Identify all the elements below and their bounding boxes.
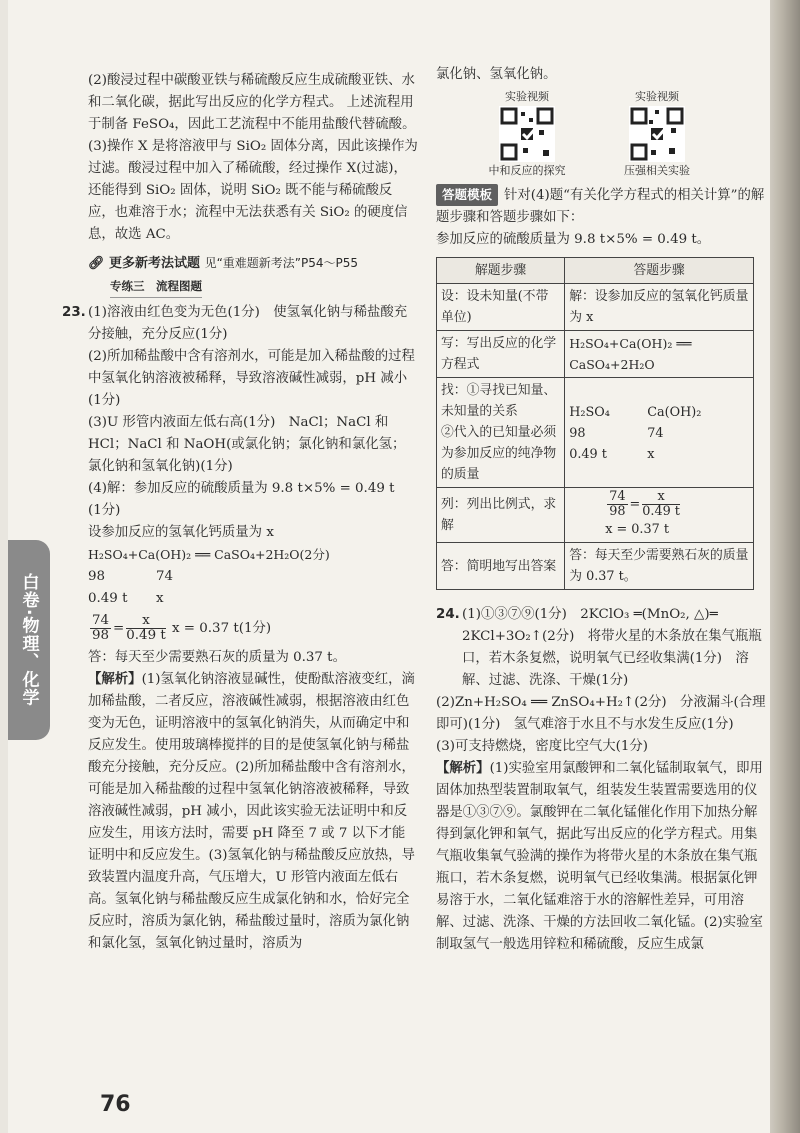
row5-left: 答：简明地写出答案: [437, 543, 565, 590]
q24-answer-1: [436, 604, 766, 692]
analysis-text: (1)实验室用氯酸钾和二氧化锰制取氧气，即用固体加热型装置制取氧气，组装发生装置需要选用的仪器是①③⑦⑨。氯酸钾在二氧化锰催化作用下加热分解得到氯化钾和氧气，据此写出反应的化学方程式。用集气瓶收集氧气验满的操作为将带火星的木条放在集气瓶瓶口，若木条复燃，说明氧气已经收集满。根据氯化钾易溶于水，二氧化锰难溶于水的溶解性差异，可用溶解、过滤、洗涤、干燥的方法回收二氧化锰。(2)实验室制取氢气一般选用锌粒和稀硫酸，反应生成氯: [436, 761, 763, 952]
row1-right: 解：设参加反应的氢氧化钙质量为 x: [565, 284, 754, 331]
q23-number: 23.: [62, 305, 86, 320]
more-questions: [88, 252, 418, 275]
side-tab: 白卷·物理、化学: [8, 540, 50, 740]
analysis-text: (1)氢氧化钠溶液显碱性，使酚酞溶液变红，滴加稀盐酸，二者反应，溶液碱性减弱，根据溶液由红色变为无色，证明溶液中的氢氧化钠消失，从而确定中和反应发生。使用玻璃棒搅拌的目的是使氢氧化钠与稀盐酸充分接触，充分反应。(2)所加稀盐酸中含有溶剂水，可能是加入稀盐酸的过程中氢氧化钠溶液被稀释，导致溶液碱性减弱，pH 减小，因此该实验无法证明中和反应发生，用该方法时，需要 pH 降至 7 或 7 以下才能证明中和反应发生。(3)氢氧化钠与稀盐酸反应放热，导致装置内温度升高，气压增大，U 形管内液面左低右高。氢氧化钠与稀盐酸反应生成氯化钠和水，恰好完全反应时，溶质为氯化钠，稀盐酸过量时，溶质为氯化钠和氯化氢，氢氧化钠过量时，溶质为: [88, 672, 415, 951]
q24-analysis: [436, 758, 766, 956]
para-solution-22: (2)酸浸过程中碳酸亚铁与稀硫酸反应生成硫酸亚铁、水和二氧化碳，据此写出反应的化学方程式。 上述流程用于制备 FeSO₄，因此工艺流程中不能用盐酸代替硫酸。(3)操作 X 是将溶液甲与 SiO₂ 固体分离，因此该操作为过滤。酸浸过程中加入了稀硫酸，经过操作 X(过滤)，还能得到 SiO₂ 固体，说明 SiO₂ 既不能与稀硫酸反应，也难溶于水；流程中无法获悉有关 SiO₂ 的硬度信息，故选 AC。: [88, 73, 418, 242]
qr-code-icon: [499, 106, 555, 162]
textbook-page: [8, 0, 770, 1133]
q23-answer-4b: (1分): [88, 503, 121, 518]
q23-analysis: [88, 669, 418, 955]
template-tag: 答题模板: [436, 184, 498, 206]
row1-left: 设：设未知量(不带单位): [437, 284, 565, 331]
row2-left: 写：写出反应的化学方程式: [437, 331, 565, 378]
q24-answer-2: (2)Zn+H₂SO₄ ══ ZnSO₄+H₂↑(2分) 分液漏斗(合理即可)(1分) 氢气难溶于水且不与水发生反应(1分): [436, 695, 766, 732]
row5-right: 答：每天至少需要熟石灰的质量为 0.37 t。: [565, 543, 754, 590]
fraction-left: $\frac{74}{98}$: [92, 613, 110, 643]
qr1-caption: 中和反应的探究: [488, 164, 566, 177]
qr-video-1[interactable]: [482, 90, 572, 178]
q24-number: 24.: [436, 607, 460, 622]
qr-code-icon: [629, 106, 685, 162]
right-column: [436, 64, 766, 956]
link-icon: 🔗︎: [88, 256, 105, 271]
r3-c4: 74: [647, 426, 664, 441]
q23-m1: 98: [88, 569, 106, 584]
table-row: [437, 284, 754, 331]
page-edge: [770, 0, 800, 1133]
table-row: [437, 331, 754, 378]
q23-m3: 0.49 t: [88, 591, 128, 606]
right-top-line: 氯化钠、氢氧化钠。: [436, 67, 557, 82]
r3-c2: Ca(OH)₂: [647, 405, 702, 420]
analysis-tag: 【解析】: [88, 672, 142, 687]
q23-answer-4a: (4)解：参加反应的硫酸质量为 9.8 t×5% = 0.49 t: [88, 481, 395, 496]
r3-c3: 98: [569, 426, 586, 441]
q24-answer-3: (3)可支持燃烧，密度比空气大(1分): [436, 739, 649, 754]
table-fraction-left: $\frac{74}{98}$: [609, 489, 626, 519]
row4-result: x = 0.37 t: [605, 522, 669, 537]
row3-left: 找：①寻找已知量、未知量的关系 ②代入的已知量必须为参加反应的纯净物的质量: [437, 378, 565, 488]
table-fraction-right: $\frac{x}{0.49 t}$: [642, 489, 680, 519]
qr2-title: 实验视频: [635, 90, 679, 103]
left-column: [62, 70, 418, 955]
steps-table: [436, 257, 754, 590]
header-answer-steps: 答题步骤: [565, 258, 754, 284]
row4-right: $\frac{74}{98}$ = $\frac{x}{0.49 t}$ x = 0.37 t: [565, 488, 754, 543]
q23-m4: x: [156, 591, 164, 606]
more-title: 更多新考法试题: [109, 256, 201, 271]
q23-mass-grid: [88, 566, 418, 610]
page-number: 76: [100, 1092, 131, 1117]
header-solve-steps: 解题步骤: [437, 258, 565, 284]
q23-final-answer: 答：每天至少需要熟石灰的质量为 0.37 t。: [88, 650, 346, 665]
r3-c5: 0.49 t: [569, 447, 607, 462]
q23-answer-4c: 设参加反应的氢氧化钙质量为 x: [88, 525, 274, 540]
sub-title: 专练三 流程图题: [110, 275, 202, 298]
qr1-title: 实验视频: [505, 90, 549, 103]
qr-code-row: [482, 90, 766, 178]
row4-left: 列：列出比例式，求解: [437, 488, 565, 543]
more-ref: 见“重难题新考法”P54～P55: [204, 256, 359, 270]
q23-answer-2: (2)所加稀盐酸中含有溶剂水，可能是加入稀盐酸的过程中氢氧化钠溶液被稀释，导致溶液碱性减弱，pH 减小(1分): [88, 349, 415, 408]
given-line: 参加反应的硫酸质量为 9.8 t×5% = 0.49 t。: [436, 232, 711, 247]
q23-result: x = 0.37 t(1分): [172, 621, 272, 636]
analysis-tag: 【解析】: [436, 761, 490, 776]
r3-c6: x: [647, 447, 655, 462]
row2-right: H₂SO₄+Ca(OH)₂ ══ CaSO₄+2H₂O: [565, 331, 754, 378]
q24-a1-text: (1)①③⑦⑨(1分) 2KClO₃ ═(MnO₂, △)═ 2KCl+3O₂↑(2分) 将带火星的木条放在集气瓶瓶口，若木条复燃，说明氧气已经收集满(1分) 溶解、过滤、洗涤、干燥(1分): [462, 607, 762, 688]
r3-c1: H₂SO₄: [569, 405, 610, 420]
table-row: [437, 543, 754, 590]
answer-template-intro: [436, 184, 766, 229]
fraction-right: $\frac{x}{0.49 t}$: [126, 613, 166, 643]
table-row: [437, 488, 754, 543]
qr-video-2[interactable]: [612, 90, 702, 178]
table-header-row: [437, 258, 754, 284]
q23-a1-text: (1)溶液由红色变为无色(1分) 使氢氧化钠与稀盐酸充分接触，充分反应(1分): [88, 305, 408, 342]
q23-equation: H₂SO₄+Ca(OH)₂ ══ CaSO₄+2H₂O(2分): [88, 547, 330, 562]
qr2-caption: 压强相关实验: [624, 164, 690, 177]
q23-m2: 74: [156, 569, 174, 584]
template-text: 针对(4)题“有关化学方程式的相关计算”的解题步骤和答题步骤如下：: [436, 188, 765, 225]
q23-proportion: $\frac{74}{98}$ = $\frac{x}{0.49 t}$ x = 0.37 t(1分): [92, 613, 272, 643]
row3-right: [565, 378, 754, 488]
q23-answer-1: [62, 302, 418, 346]
q23-answer-3: (3)U 形管内液面左低右高(1分) NaCl；NaCl 和 HCl；NaCl 和 NaOH(或氯化钠；氯化钠和氯化氢；氯化钠和氢氧化钠)(1分): [88, 415, 406, 474]
table-row: [437, 378, 754, 488]
